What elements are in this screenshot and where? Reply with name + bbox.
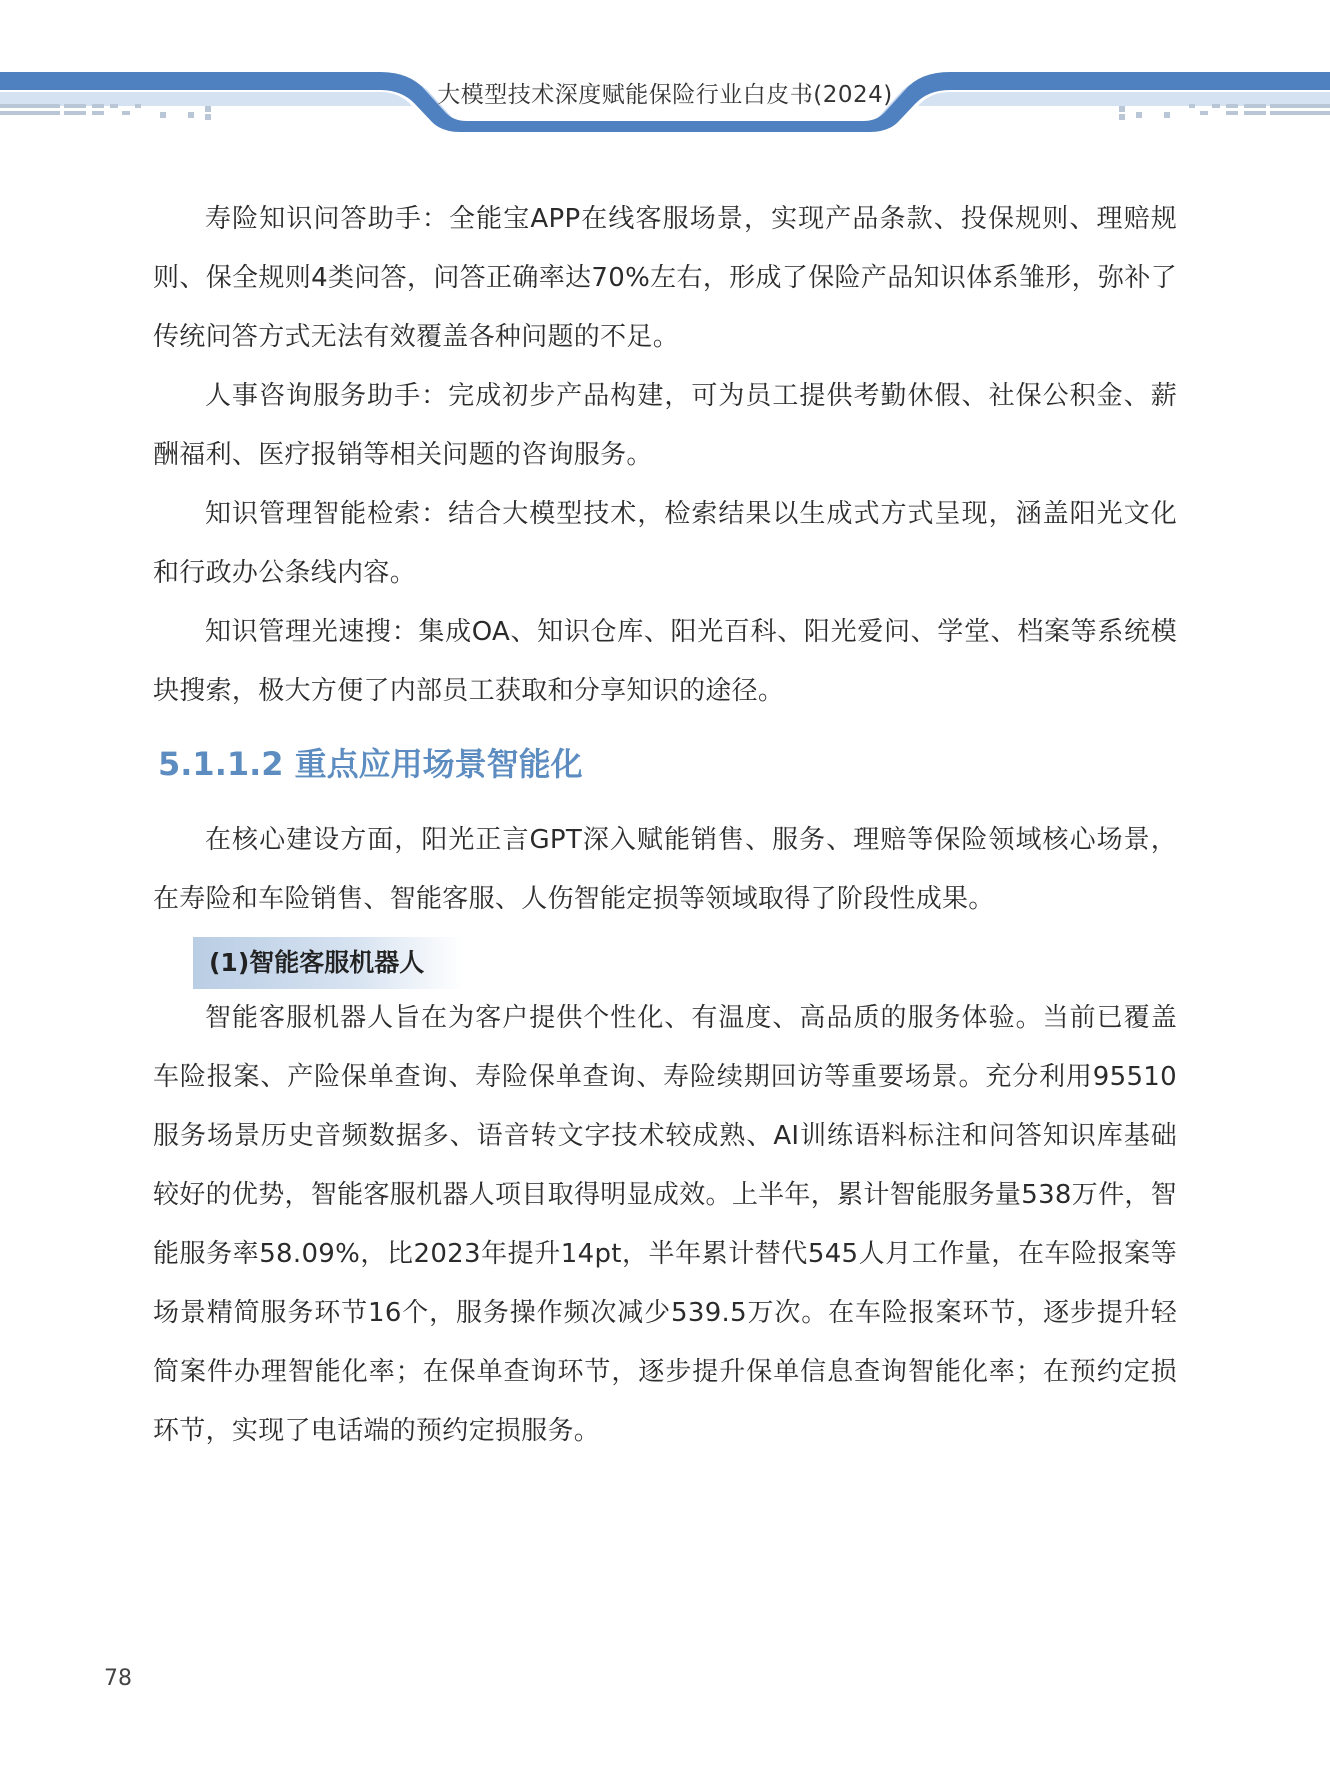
page-content: [153, 190, 1177, 1461]
running-header-title: 大模型技术深度赋能保险行业白皮书(2024): [437, 82, 893, 108]
header-decoration: [0, 0, 1330, 140]
paragraph-hr-assistant: 人事咨询服务助手：完成初步产品构建，可为员工提供考勤休假、社保公积金、薪酬福利、医疗报销等相关问题的咨询服务。: [153, 381, 1177, 470]
sub-heading-smart-cs-robot: (1)智能客服机器人: [193, 937, 464, 989]
paragraph-life-insurance-qa: 寿险知识问答助手：全能宝APP在线客服场景，实现产品条款、投保规则、理赔规则、保全规则4类问答，问答正确率达70%左右，形成了保险产品知识体系雏形，弥补了传统问答方式无法有效覆盖各种问题的不足。: [153, 204, 1177, 352]
paragraph-smart-cs-robot: 智能客服机器人旨在为客户提供个性化、有温度、高品质的服务体验。当前已覆盖车险报案、产险保单查询、寿险保单查询、寿险续期回访等重要场景。充分利用95510服务场景历史音频数据多、语音转文字技术较成熟、AI训练语料标注和问答知识库基础较好的优势，智能客服机器人项目取得明显成效。上半年，累计智能服务量538万件，智能服务率58.09%，比2023年提升14pt，半年累计替代545人月工作量，在车险报案等场景精简服务环节16个，服务操作频次减少539.5万次。在车险报案环节，逐步提升轻简案件办理智能化率；在保单查询环节，逐步提升保单信息查询智能化率；在预约定损环节，实现了电话端的预约定损服务。: [153, 1003, 1177, 1446]
page-number: 78: [104, 1666, 132, 1691]
section-heading: 5.1.1.2 重点应用场景智能化: [158, 745, 583, 783]
paragraph-fast-search: 知识管理光速搜：集成OA、知识仓库、阳光百科、阳光爱问、学堂、档案等系统模块搜索，极大方便了内部员工获取和分享知识的途径。: [153, 617, 1177, 706]
paragraph-knowledge-search: 知识管理智能检索：结合大模型技术，检索结果以生成式方式呈现，涵盖阳光文化和行政办公条线内容。: [153, 499, 1177, 588]
paragraph-core-construction: 在核心建设方面，阳光正言GPT深入赋能销售、服务、理赔等保险领域核心场景，在寿险和车险销售、智能客服、人伤智能定损等领域取得了阶段性成果。: [153, 825, 1177, 914]
